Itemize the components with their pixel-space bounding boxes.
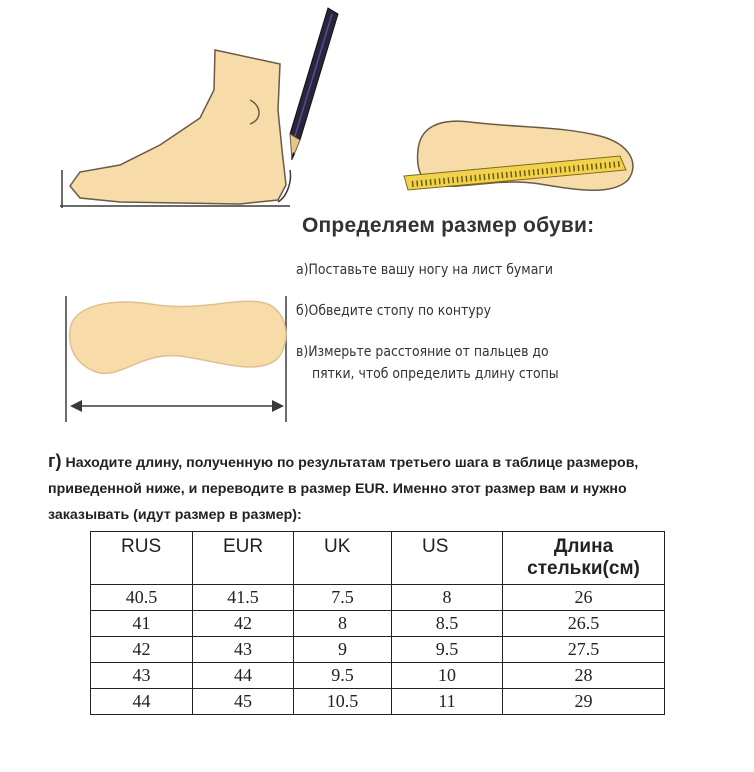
size-table-header-row — [91, 532, 665, 585]
cell-rus: 42 — [91, 637, 193, 663]
step-b: б)Обведите стопу по контуру — [296, 303, 491, 319]
cell-us: 8 — [392, 585, 503, 611]
cell-eur: 41.5 — [193, 585, 294, 611]
size-table-body — [91, 585, 665, 715]
table-row — [91, 611, 665, 637]
size-table — [90, 531, 665, 715]
table-row — [91, 585, 665, 611]
header-eur: EUR — [193, 532, 294, 585]
cell-uk: 9 — [294, 637, 392, 663]
side-foot-illustration — [60, 50, 291, 208]
cell-insole-length: 29 — [503, 689, 665, 715]
instruction-paragraph — [48, 448, 728, 528]
cell-eur: 44 — [193, 663, 294, 689]
cell-uk: 8 — [294, 611, 392, 637]
table-row — [91, 689, 665, 715]
footprint-illustration — [66, 296, 286, 422]
instruction-line-3: заказывать (идут размер в размер): — [48, 507, 302, 523]
cell-eur: 42 — [193, 611, 294, 637]
table-row — [91, 663, 665, 689]
cell-insole-length: 27.5 — [503, 637, 665, 663]
step-c: в)Измерьте расстояние от пальцев до — [296, 344, 549, 360]
cell-us: 11 — [392, 689, 503, 715]
cell-us: 8.5 — [392, 611, 503, 637]
cell-uk: 10.5 — [294, 689, 392, 715]
cell-insole-length: 28 — [503, 663, 665, 689]
instruction-line-2: приведенной ниже, и переводите в размер EUR. Именно этот размер вам и нужно — [48, 481, 627, 497]
header-rus: RUS — [91, 532, 193, 585]
instruction-line-1: Находите длину, полученную по результатам третьего шага в таблице размеров, — [65, 455, 639, 471]
tape-foot-illustration — [404, 121, 633, 190]
header-uk: UK — [294, 532, 392, 585]
header-insole-length-line-2: стельки(см) — [527, 558, 640, 579]
step-a: а)Поставьте вашу ногу на лист бумаги — [296, 262, 553, 278]
header-insole-length — [503, 532, 665, 585]
cell-rus: 40.5 — [91, 585, 193, 611]
instruction-letter: г) — [48, 451, 62, 471]
cell-rus: 41 — [91, 611, 193, 637]
cell-us: 9.5 — [392, 637, 503, 663]
header-insole-length-line-1: Длина — [553, 536, 614, 557]
cell-eur: 45 — [193, 689, 294, 715]
cell-insole-length: 26 — [503, 585, 665, 611]
table-row — [91, 637, 665, 663]
cell-rus: 44 — [91, 689, 193, 715]
cell-eur: 43 — [193, 637, 294, 663]
cell-rus: 43 — [91, 663, 193, 689]
pencil-illustration — [290, 8, 338, 160]
header-us: US — [392, 532, 503, 585]
step-c-continued: пятки, чтоб определить длину стопы — [312, 366, 559, 382]
cell-uk: 7.5 — [294, 585, 392, 611]
cell-uk: 9.5 — [294, 663, 392, 689]
cell-insole-length: 26.5 — [503, 611, 665, 637]
cell-us: 10 — [392, 663, 503, 689]
page-heading: Определяем размер обуви: — [302, 214, 595, 237]
